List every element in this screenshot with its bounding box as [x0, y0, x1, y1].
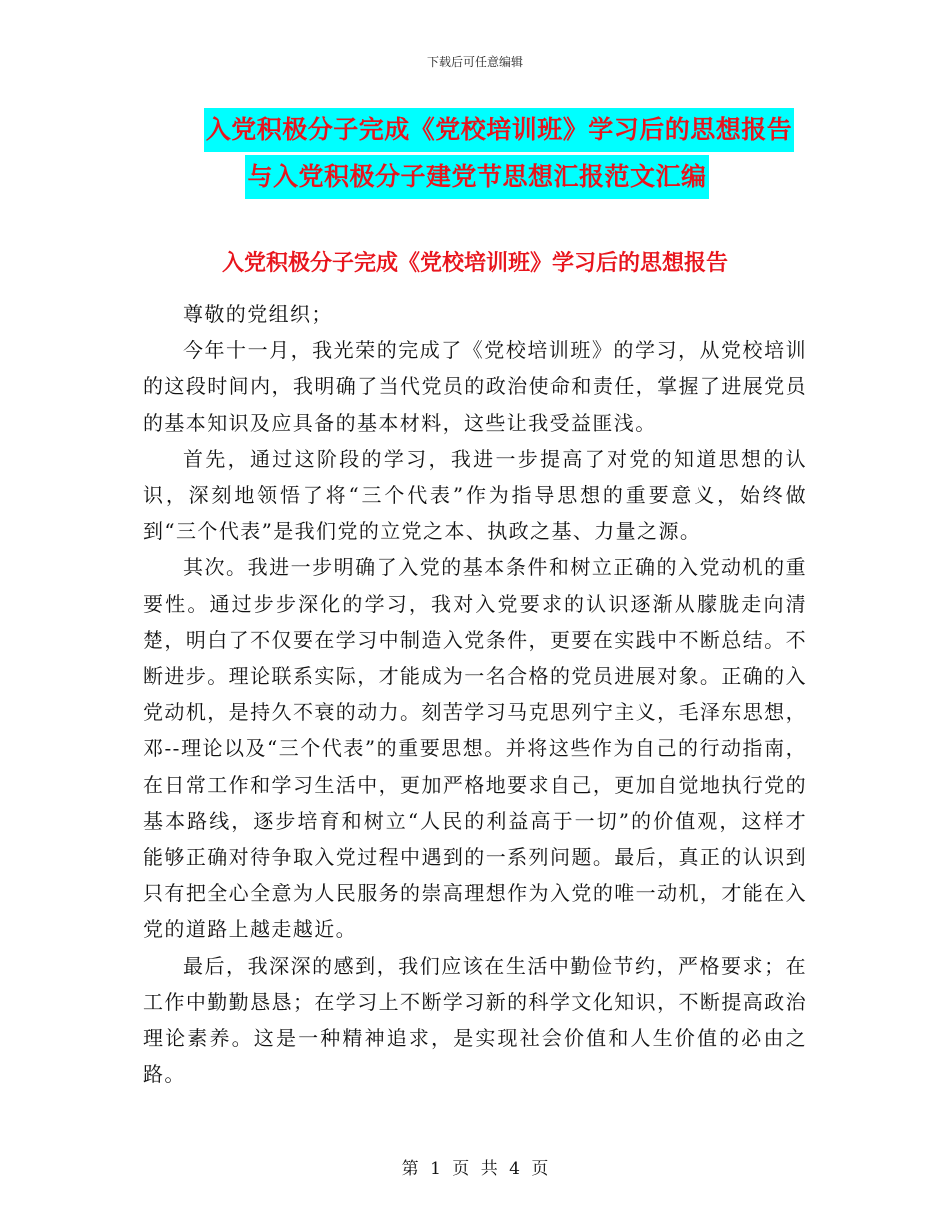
paragraph: 首先，通过这阶段的学习，我进一步提高了对党的知道思想的认识，深刻地领悟了将“三个代表”作为指导思想的重要意义，始终做到“三个代表”是我们党的立党之本、执政之基、力量之源。: [143, 446, 807, 544]
page-footer: 第 1 页 共 4 页: [401, 1159, 549, 1179]
paragraph-salutation: 尊敬的党组织；: [183, 302, 333, 326]
paragraph: 最后，我深深的感到，我们应该在生活中勤俭节约，严格要求；在工作中勤勤恳恳；在学习上不断学习新的科学文化知识，不断提高政治理论素养。这是一种精神追求，是实现社会价值和人生价值的必由之路。: [143, 953, 807, 1087]
paragraph: 今年十一月，我光荣的完成了《党校培训班》的学习，从党校培训的这段时间内，我明确了当代党员的政治使命和责任，掌握了进展党员的基本知识及应具备的基本材料，这些让我受益匪浅。: [143, 338, 807, 435]
paragraph: 其次。我进一步明确了入党的基本条件和树立正确的入党动机的重要性。通过步步深化的学习，我对入党要求的认识逐渐从朦胧走向清楚，明白了不仅要在学习中制造入党条件，更要在实践中不断总结。不断进步。理论联系实际，才能成为一名合格的党员进展对象。正确的入党动机，是持久不衰的动力。刻苦学习马克思列宁主义，毛泽东思想，邓--理论以及“三个代表”的重要思想。并将这些作为自己的行动指南，在日常工作和学习生活中，更加严格地要求自己，更加自觉地执行党的基本路线，逐步培育和树立“人民的利益高于一切”的价值观，这样才能够正确对待争取入党过程中遇到的一系列问题。最后，真正的认识到只有把全心全意为人民服务的崇高理想作为入党的唯一动机，才能在入党的道路上越走越近。: [143, 555, 807, 942]
title-line-2: 与入党积极分子建党节思想汇报范文汇编: [245, 155, 708, 199]
header-note: 下载后可任意编辑: [426, 55, 523, 69]
section-title: 入党积极分子完成《党校培训班》学习后的思想报告: [221, 250, 728, 276]
body-text: [143, 296, 807, 1092]
document-title: [0, 108, 950, 202]
title-line-1: 入党积极分子完成《党校培训班》学习后的思想报告: [204, 108, 795, 152]
